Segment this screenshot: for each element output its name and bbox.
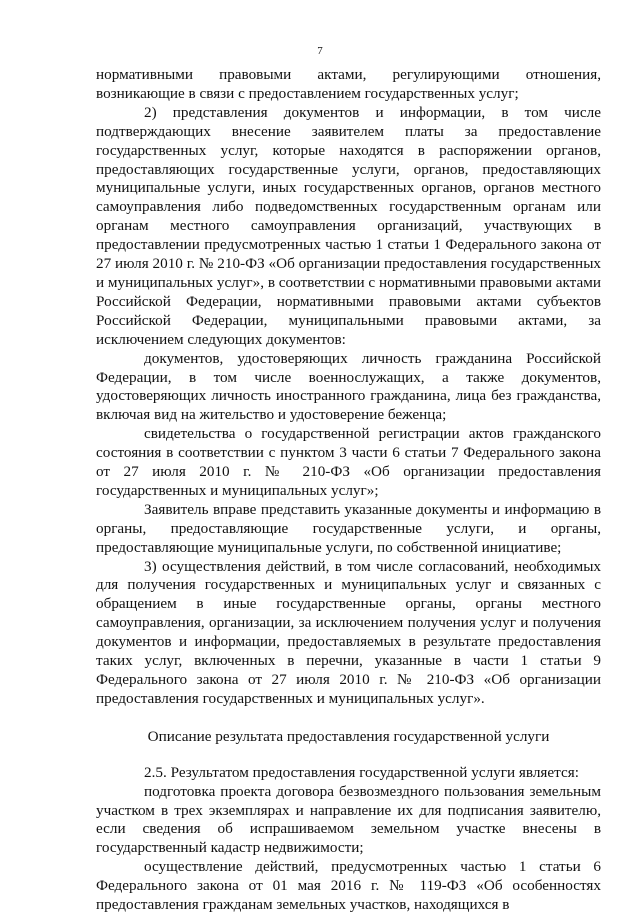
- section-heading: Описание результата предоставления государственной услуги: [147, 727, 550, 745]
- paragraph: 3) осуществления действий, в том числе согласований, необходимых для получения государственных и муниципальных услуг и связанных с обращением в иные государственные органы, органы местного самоуправления, организации, за исключением получения услуг и получения документов и информации, предоставляемых в результате предоставления таких услуг, включенных в перечни, указанные в части 1 статьи 9 Федерального закона от 27 июля 2010 г. № 210-ФЗ «Об организации предоставления государственных и муниципальных услуг».: [96, 557, 601, 707]
- paragraph: свидетельства о государственной регистрации актов гражданского состояния в соответствии с пунктом 3 части 6 статьи 7 Федерального закона от 27 июля 2010 г. № 210-ФЗ «Об организации предоставления государственных и муниципальных услуг»;: [96, 425, 601, 499]
- paragraph: документов, удостоверяющих личность гражданина Российской Федерации, в том числе военнослужащих, а также документов, удостоверяющих личность иностранного гражданина, лица без гражданства, включая вид на жительство и удостоверение беженца;: [96, 349, 601, 424]
- paragraph: 2.5. Результатом предоставления государственной услуги является:: [144, 763, 579, 781]
- paragraph: нормативными правовыми актами, регулирующими отношения, возникающие в связи с предоставлением государственных услуг;: [96, 66, 601, 102]
- paragraph: подготовка проекта договора безвозмездного пользования земельным участком в трех экземплярах и направление их для подписания заявителю, если сведения об испрашиваемом земельном участке внесены в государственный кадастр недвижимости;: [96, 782, 601, 857]
- page-number: 7: [317, 45, 323, 57]
- paragraph: 2) представления документов и информации, в том числе подтверждающих внесение заявителем платы за предоставление государственных услуг, которые находятся в распоряжении органов, предоставляющих государственные услуги, органов, предоставляющих муниципальные услуги, иных государственных органов, органов местного самоуправления либо подведомственных государственным органам или органам местного самоуправления организаций, участвующих в предоставлении предусмотренных частью 1 статьи 1 Федерального закона от 27 июля 2010 г. № 210-ФЗ «Об организации предоставления государственных и муниципальных услуг», в соответствии с нормативными правовыми актами Российской Федерации, нормативными правовыми актами субъектов Российской Федерации, муниципальными правовыми актами, за исключением следующих документов:: [96, 103, 601, 348]
- paragraph: осуществление действий, предусмотренных частью 1 статьи 6 Федерального закона от 01 мая 2016 г. № 119-ФЗ «Об особенностях предоставления гражданам земельных участков, находящихся в: [96, 858, 601, 914]
- document-body: [96, 66, 601, 915]
- paragraph: Заявитель вправе представить указанные документы и информацию в органы, предоставляющие государственные услуги, и органы, предоставляющие муниципальные услуги, по собственной инициативе;: [96, 500, 601, 556]
